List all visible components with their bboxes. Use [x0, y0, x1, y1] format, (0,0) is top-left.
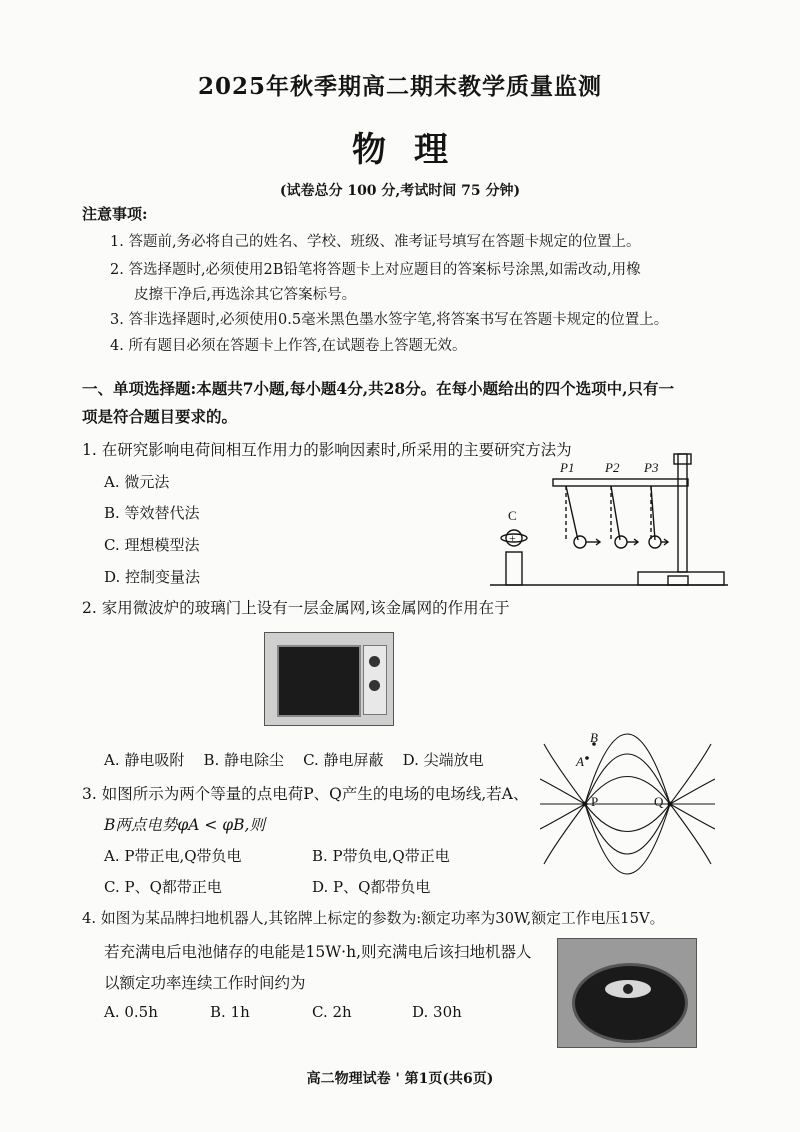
q3-figure-field-lines — [540, 724, 715, 894]
q1-label-p3: P3 — [644, 460, 659, 475]
q4-option-c: C. 2h — [312, 1003, 352, 1021]
q1-option-c: C. 理想模型法 — [104, 536, 200, 554]
q2-stem: 2. 家用微波炉的玻璃门上设有一层金属网,该金属网的作用在于 — [82, 599, 510, 617]
notice-item-4: 4. 所有题目必须在答题卡上作答,在试题卷上答题无效。 — [110, 338, 467, 354]
q1-label-plus: + — [509, 531, 516, 545]
microwave-photo — [264, 632, 394, 726]
q4-stem-3: 以额定功率连续工作时间约为 — [104, 974, 306, 992]
q1-figure-apparatus — [488, 452, 733, 592]
q1-label-c: C — [508, 508, 517, 523]
microwave-panel-icon — [363, 645, 387, 715]
q3-stem-1: 3. 如图所示为两个等量的点电荷P、Q产生的电场的电场线,若A、 — [82, 785, 529, 803]
q3-option-c: C. P、Q都带正电 — [104, 878, 222, 896]
robot-vacuum-icon — [572, 963, 688, 1043]
q3-option-a: A. P带正电,Q带负电 — [104, 847, 242, 865]
q1-option-a: A. 微元法 — [104, 473, 170, 491]
notice-item-2: 2. 答选择题时,必须使用2B铅笔将答题卡上对应题目的答案标号涂黑,如需改动,用橡 — [110, 262, 641, 278]
exam-meta: (试卷总分 100 分,考试时间 75 分钟) — [279, 183, 521, 199]
q2-options: A. 静电吸附 B. 静电除尘 C. 静电屏蔽 D. 尖端放电 — [104, 751, 484, 769]
q4-option-a: A. 0.5h — [104, 1003, 158, 1021]
q1-option-d: D. 控制变量法 — [104, 568, 201, 586]
q1-label-p2: P2 — [605, 460, 620, 475]
notice-item-3: 3. 答非选择题时,必须使用0.5毫米黑色墨水签字笔,将答案书写在答题卡规定的位置上。 — [110, 312, 669, 328]
q1-option-b: B. 等效替代法 — [104, 504, 200, 522]
notice-item-1: 1. 答题前,务必将自己的姓名、学校、班级、准考证号填写在答题卡规定的位置上。 — [110, 234, 641, 250]
q3-option-b: B. P带负电,Q带正电 — [312, 847, 450, 865]
q3-label-b: B — [590, 730, 598, 745]
q4-option-d: D. 30h — [412, 1003, 462, 1021]
q4-stem-2: 若充满电后电池储存的电能是15W·h,则充满电后该扫地机器人 — [104, 943, 532, 961]
q3-label-a: A — [576, 754, 584, 769]
subject-title: 物理 — [352, 130, 476, 170]
section-heading-cont: 项是符合题目要求的。 — [82, 407, 238, 426]
notice-item-2-cont: 皮擦干净后,再选涂其它答案标号。 — [134, 287, 357, 303]
page-footer: 高二物理试卷 ' 第1页(共6页) — [306, 1071, 494, 1087]
robot-vacuum-photo — [557, 938, 697, 1048]
section-heading: 一、单项选择题:本题共7小题,每小题4分,共28分。在每小题给出的四个选项中,只有一 — [82, 379, 675, 398]
q1-stem: 1. 在研究影响电荷间相互作用力的影响因素时,所采用的主要研究方法为 — [82, 441, 572, 459]
microwave-door-icon — [277, 645, 361, 717]
exam-title: 2025年秋季期高二期末教学质量监测 — [197, 73, 602, 100]
notice-heading: 注意事项: — [82, 205, 148, 223]
q3-option-d: D. P、Q都带负电 — [312, 878, 431, 896]
q4-option-b: B. 1h — [210, 1003, 250, 1021]
q1-label-p1: P1 — [560, 460, 575, 475]
q3-stem-2: B两点电势φA < φB,则 — [104, 816, 265, 834]
q3-label-q: Q — [654, 794, 664, 809]
q3-label-p: P — [591, 794, 599, 809]
q4-stem-1: 4. 如图为某品牌扫地机器人,其铭牌上标定的参数为:额定功率为30W,额定工作电压15V。 — [82, 910, 665, 927]
